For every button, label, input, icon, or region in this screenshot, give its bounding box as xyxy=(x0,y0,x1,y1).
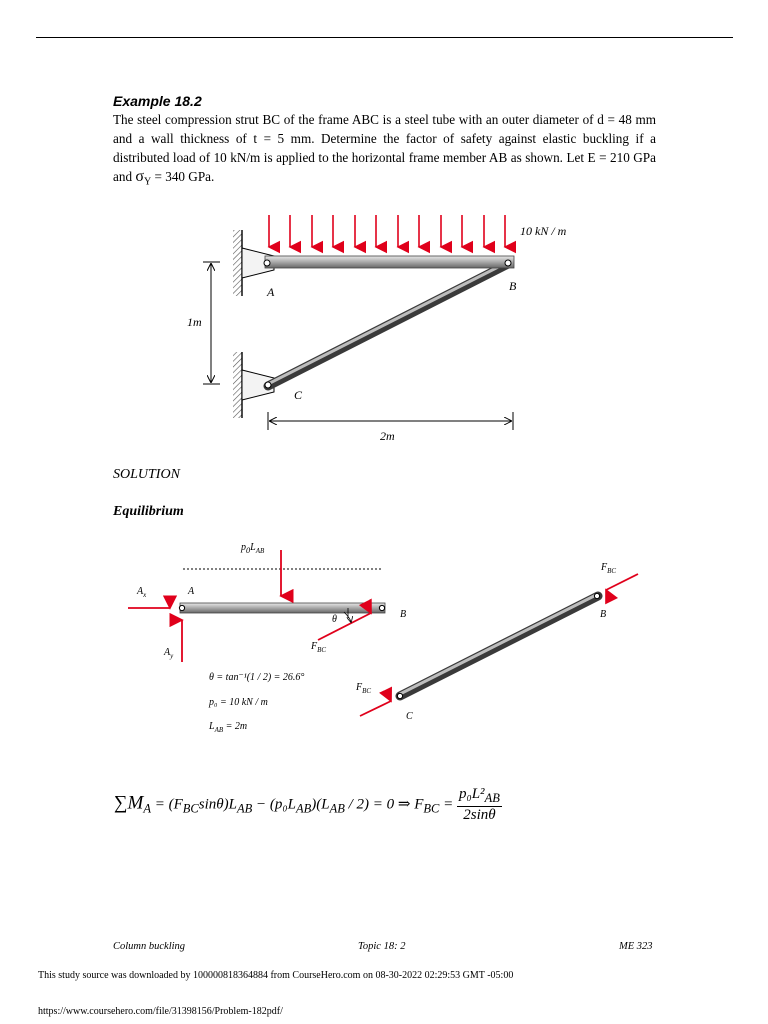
footer-left: Column buckling xyxy=(113,941,186,952)
fbd-strut xyxy=(400,596,598,696)
pin-b xyxy=(505,260,511,266)
strut-fbc-top-label: $F_{BC}$ xyxy=(601,562,617,575)
pin-a xyxy=(264,260,270,266)
download-source-line: This study source was downloaded by 100000818364884 from CourseHero.com on 08-30-2022 02:29:53 GMT -05:00 xyxy=(38,970,514,981)
source-url[interactable]: https://www.coursehero.com/file/31398156/Problem-182pdf/ xyxy=(38,1006,283,1017)
fbd-a-label: A xyxy=(188,586,195,597)
wall-lower xyxy=(233,352,242,418)
p0-equation: p₀ = 10 kN / m xyxy=(209,697,268,708)
load-label: 10 kN / m xyxy=(520,224,567,238)
dimension-2m xyxy=(268,412,513,430)
moment-equation: $\sum M_A = (F_{BC}\sin\theta)L_{AB} - (p_0L_{AB})(L_{AB} / 2) = 0$ ⇒ $F_{BC}$ = $\frac{p_0L^2_{AB}}{2\sin\theta}$ xyxy=(114,786,500,823)
label-c: C xyxy=(294,388,303,402)
height-label: 1m xyxy=(187,315,202,329)
example-title: Example 18.2 xyxy=(113,93,202,109)
label-b: B xyxy=(509,279,517,293)
fbd-b-label: B xyxy=(400,609,407,620)
footer-center: Topic 18: 2 xyxy=(358,941,406,952)
beam-ab xyxy=(265,256,514,268)
strut-b-label: B xyxy=(600,609,607,620)
wall-upper xyxy=(233,230,242,296)
strut-fbc-bottom-label: $F_{BC}$ xyxy=(356,682,372,695)
dimension-1m xyxy=(203,262,220,384)
theta-equation: θ = tan⁻¹(1 / 2) = 26.6° xyxy=(209,672,305,683)
fbc-arrow-top xyxy=(606,574,638,590)
solution-label: SOLUTION xyxy=(113,467,180,482)
fbc-beam-label: $F_{BC}$ xyxy=(311,641,327,654)
ay-label: $A_y$ xyxy=(164,647,174,660)
label-a: A xyxy=(267,285,275,299)
strut-c-label: C xyxy=(406,711,413,722)
fbd-beam xyxy=(180,603,385,613)
equilibrium-label: Equilibrium xyxy=(113,504,184,519)
strut-bc xyxy=(268,264,508,386)
fbc-arrow-bottom xyxy=(360,701,391,716)
width-label: 2m xyxy=(380,429,395,443)
problem-statement: The steel compression strut BC of the frame ABC is a steel tube with an outer diameter of d = 48 mm and a wall thickness of t = 5 mm. Determine the factor of safety against elastic buckling if a distributed load of 10 kN/m is applied to the horizontal frame member AB as shown. Let E = 210 GPa and $\sigma_Y = 340$ GPa. xyxy=(113,112,656,188)
lab-equation: $L_{AB} = 2m$ xyxy=(209,721,248,734)
theta-label: θ xyxy=(332,614,337,625)
footer-right: ME 323 xyxy=(619,941,653,952)
distributed-load-arrows xyxy=(269,215,505,247)
ax-label: $A_x$ xyxy=(137,586,147,599)
fbc-arrow-beam xyxy=(318,613,371,640)
pin-c xyxy=(265,382,271,388)
resultant-load-label: $p_0L_{AB}$ xyxy=(241,542,265,555)
fbc-fraction: $\frac{p_0L^2_{AB}}{2\sin\theta}$ xyxy=(459,786,500,823)
